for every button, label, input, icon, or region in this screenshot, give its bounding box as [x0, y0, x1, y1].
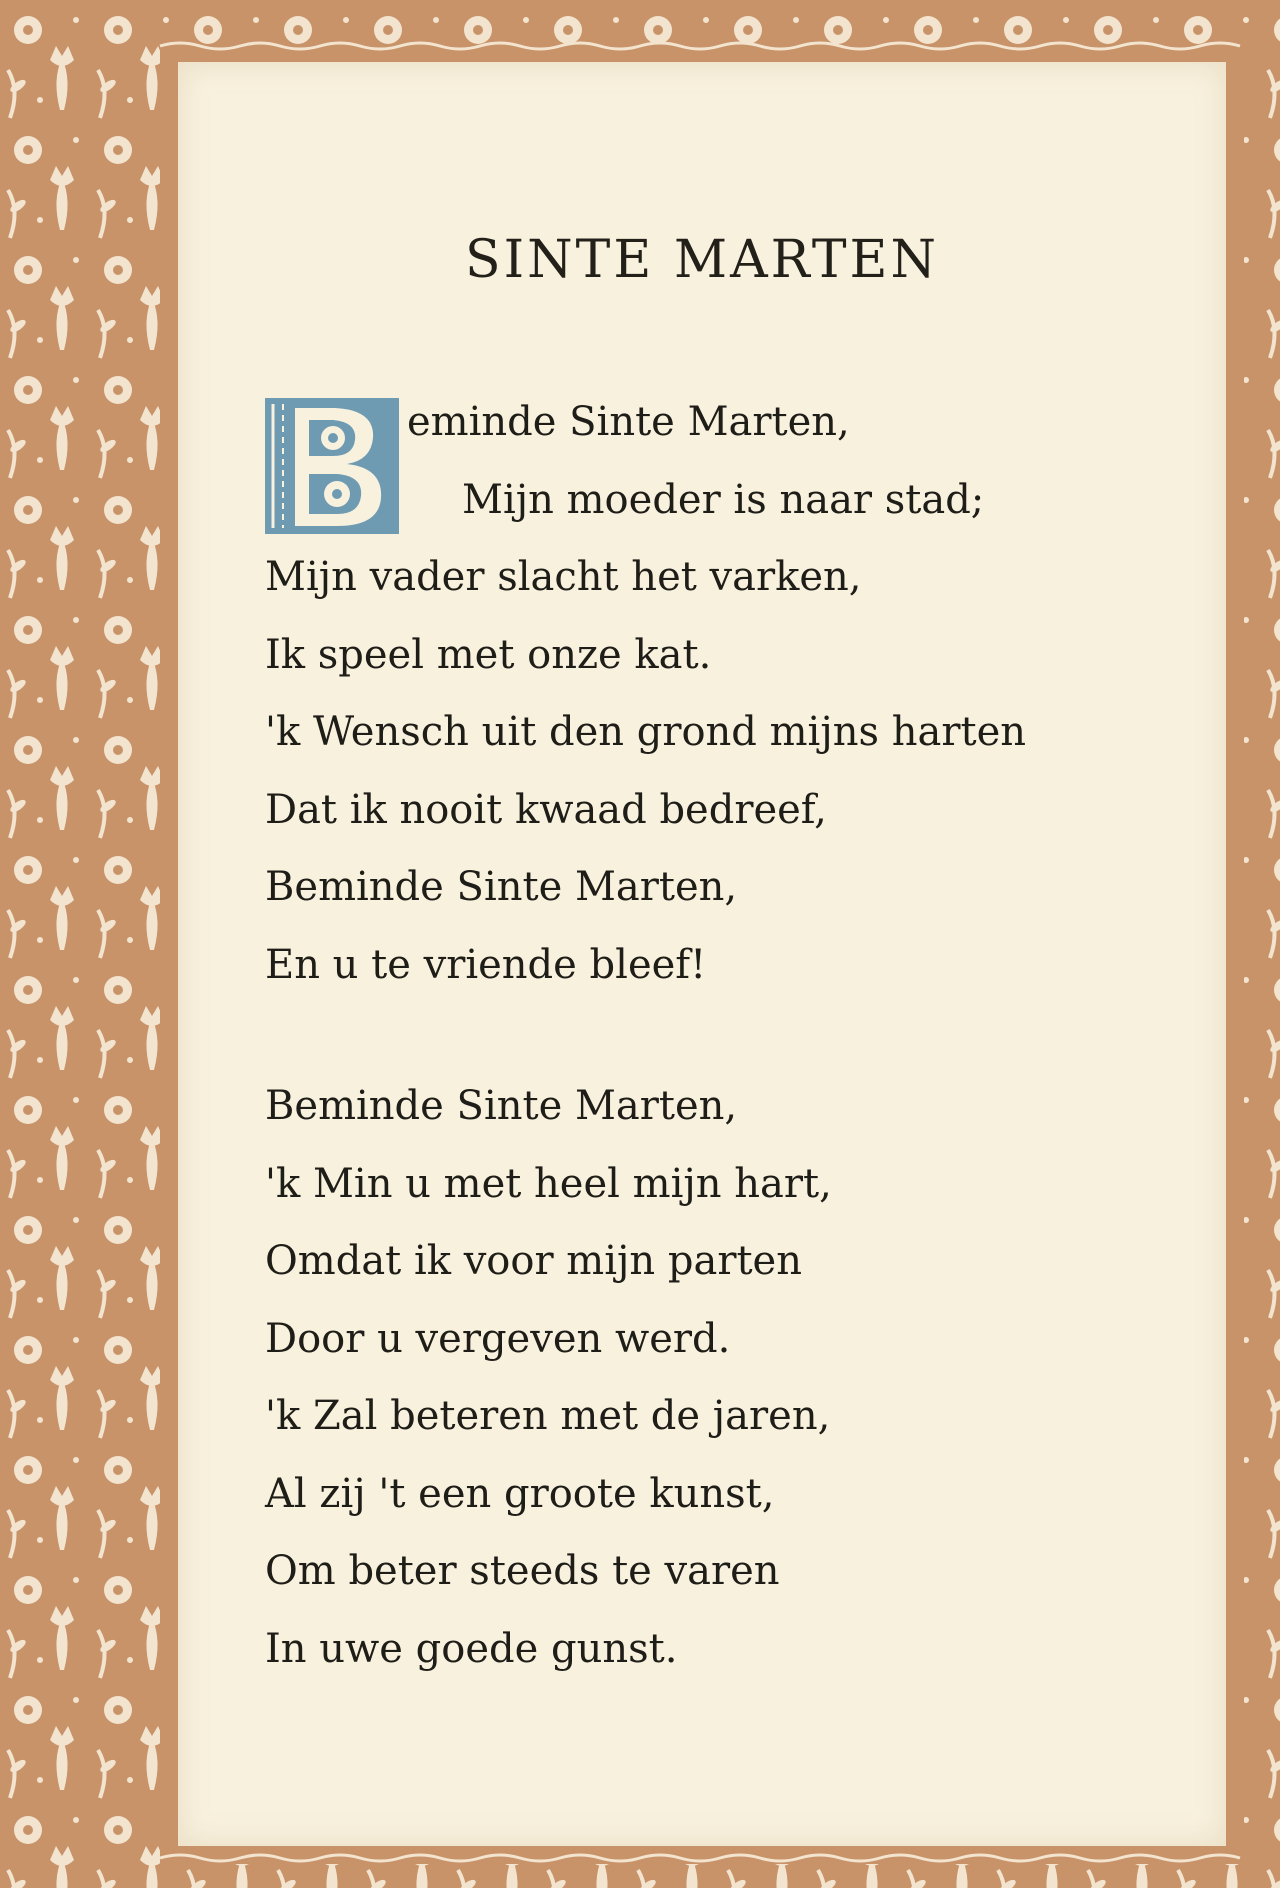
text-panel	[178, 62, 1226, 1846]
stanza-2	[265, 1068, 1205, 1688]
poem-line: 'k Wensch uit den grond mijns harten	[265, 709, 1026, 755]
poem-line: Om beter steeds te varen	[265, 1548, 780, 1594]
poem-body	[265, 384, 1205, 1688]
poem-line: eminde Sinte Marten,	[407, 399, 850, 445]
poem-line: Door u vergeven werd.	[265, 1315, 731, 1362]
poem-line: 'k Zal beteren met de jaren,	[265, 1393, 831, 1439]
poem-line: En u te vriende bleef!	[265, 941, 707, 988]
poem-line: Ik speel met onze kat.	[265, 631, 712, 678]
poem-title: SINTE MARTEN	[464, 230, 939, 290]
poem-line: Omdat ik voor mijn parten	[265, 1238, 802, 1284]
poem-line: 'k Min u met heel mijn hart,	[265, 1160, 832, 1207]
stanza-1	[265, 384, 1205, 1004]
poem-line: In uwe goede gunst.	[265, 1625, 678, 1672]
poem-line: Mijn moeder is naar stad;	[462, 476, 985, 523]
stanza-gap	[265, 1004, 1205, 1068]
poem-line: Mijn vader slacht het varken,	[265, 554, 862, 600]
poem-line: Beminde Sinte Marten,	[265, 1083, 738, 1129]
poem-line: Beminde Sinte Marten,	[265, 864, 738, 910]
poem-line: Dat ik nooit kwaad bedreef,	[265, 786, 827, 833]
poem-line: Al zij 't een groote kunst,	[265, 1470, 775, 1517]
